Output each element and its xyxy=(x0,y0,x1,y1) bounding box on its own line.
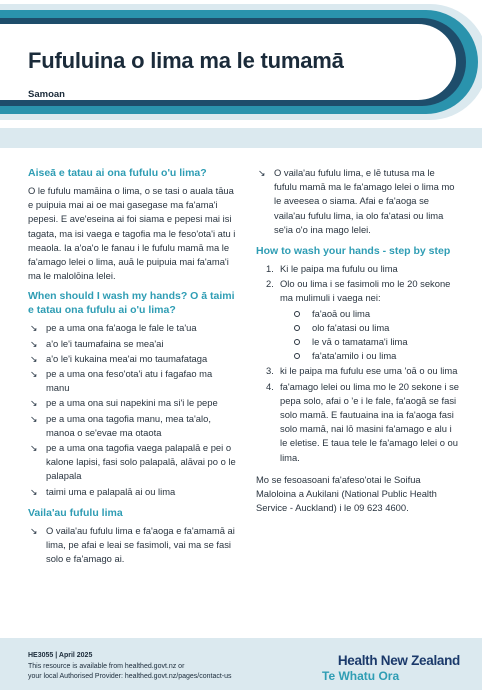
list-item: ↘ pe a uma ona tagofia vaega palapalā e pei o kalone lapisi, fasi solo palapalā, alāvai po o le palapala xyxy=(30,442,236,482)
list-item: ↘ taimi uma e palapalā ai ou lima xyxy=(28,485,236,499)
circle-bullet-icon xyxy=(294,325,300,331)
list-item: ↘ O vaila'au fufulu lima e fa'aoga e fa'amamā ai lima, pe afai e leai se fasimoli, vai ma se fasi solo e fa'amago ai. xyxy=(30,524,235,565)
step-number: 2. xyxy=(266,278,274,290)
substep-item: olo fa'atasi ou lima xyxy=(280,321,460,335)
substeps-list xyxy=(280,307,460,364)
step-item: 3. ki le paipa ma fufulu ese uma 'oā o ou lima xyxy=(256,364,460,378)
arrow-icon: ↘ xyxy=(30,353,38,364)
brand-logo-english: Health New Zealand xyxy=(337,653,460,668)
step-item: 2. Olo ou lima i se fasimoli mo le 20 sekone ma mulimuli i vaega nei: fa'aoā ou lima olo fa'atasi ou lima le vā o tamatama'i lima fa'ata'amilo i ou lima xyxy=(256,277,460,363)
substep-item: fa'ata'amilo i ou lima xyxy=(280,349,460,363)
circle-bullet-icon xyxy=(294,311,300,317)
footer xyxy=(0,638,482,690)
how-heading: How to wash your hands - step by step xyxy=(256,245,451,258)
brand-logo-maori: Te Whatu Ora xyxy=(322,669,400,683)
substep-item: le vā o tamatama'i lima xyxy=(280,335,460,349)
arrow-icon: ↘ xyxy=(30,398,38,409)
right-column xyxy=(256,166,460,521)
when-list xyxy=(28,321,236,498)
provider-note[interactable]: your local Authorised Provider: healthed.govt.nz/pages/contact-us xyxy=(28,673,232,680)
left-column xyxy=(28,166,236,573)
soap-heading: Vaila'au fufulu lima xyxy=(28,506,123,519)
header-decoration xyxy=(0,0,482,148)
arrow-icon: ↘ xyxy=(30,525,38,536)
list-item: ↘ a'o le'i kukaina mea'ai mo taumafataga xyxy=(28,352,236,366)
list-item: ↘ pe a uma ona feso'ota'i atu i fagafao ma manu xyxy=(30,368,213,394)
soap-list-continued xyxy=(256,166,460,237)
substep-item: fa'aoā ou lima xyxy=(280,307,460,321)
resource-code: HE3055 | April 2025 xyxy=(28,652,93,659)
why-text: O le fufulu mamāina o lima, o se tasi o auala tāua e puipuia mai ai oe mai gasegase ma fa'ama'i pepesi. E ave'eseina ai foi siama e pepesi mai isi tagata, ma isi vaega e tagofia ma le feso'ota'i atu i meaola. Ia a'oa'o le fanau i le fufulu mamā ma le fa'amago lelei o lima, auā le puipuia mai fa'ama'i ma le malolōina lelei. xyxy=(28,185,236,282)
list-item: ↘ pe a uma ona sui napekini ma si'i le pepe xyxy=(28,396,236,410)
arrow-icon: ↘ xyxy=(30,486,38,497)
arrow-icon: ↘ xyxy=(30,323,38,334)
step-item: 1. Ki le paipa ma fufulu ou lima xyxy=(256,262,460,276)
list-item: ↘ a'o le'i taumafaina se mea'ai xyxy=(28,337,236,351)
circle-bullet-icon xyxy=(294,339,300,345)
why-heading: Aiseā e tatau ai ona fufulu o'u lima? xyxy=(28,167,207,179)
circle-bullet-icon xyxy=(294,353,300,359)
step-number: 3. xyxy=(266,365,274,377)
step-item: 4. fa'amago lelei ou lima mo le 20 sekone i se pepa solo, afai o 'e i le fale, fa'aogā se fasi solo mamā. E fautuaina ina ia fa'aoga fasi solo mamā, nai lō masini fa'amago e alu i le eletise. E taua tele le fa'amago lelei o ou lima. xyxy=(266,380,459,463)
step-number: 1. xyxy=(266,263,274,275)
page-title: Fufuluina o lima ma le tumamā xyxy=(28,48,344,73)
header-banner xyxy=(0,0,482,148)
arrow-icon: ↘ xyxy=(30,413,38,424)
language-label: Samoan xyxy=(28,89,65,100)
step-number: 4. xyxy=(266,380,274,392)
soap-list xyxy=(28,524,236,567)
list-item: ↘ O vaila'au fufulu lima, e lē tutusa ma le fufulu mamā ma le fa'amago lelei o lima mo le aveesea o siama. Afai e fa'aoga se vaila'au fufulu lima, ia olo fa'atasi ou lima se'ia o'o ina mago lelei. xyxy=(258,167,455,235)
availability-note: This resource is available from healthed.govt.nz or xyxy=(28,663,185,670)
arrow-icon: ↘ xyxy=(258,168,266,178)
arrow-icon: ↘ xyxy=(30,443,38,454)
list-item: ↘ pe a uma ona fa'aoga le fale le ta'ua xyxy=(28,321,236,335)
contact-text: Mo se fesoasoani fa'afeso'otai le Soifua Maloloina a Aukilani (National Public Health Service - Auckland) i le 09 623 4600. xyxy=(256,473,437,514)
steps-list xyxy=(256,262,460,465)
when-heading: When should I wash my hands? O ā taimi e tatau ona fufulu ai o'u lima? xyxy=(28,290,235,317)
list-item: ↘ pe a uma ona tagofia manu, mea ta'alo, manoa o se'evae ma otaota xyxy=(30,412,211,438)
arrow-icon: ↘ xyxy=(30,369,38,380)
arrow-icon: ↘ xyxy=(30,338,38,349)
